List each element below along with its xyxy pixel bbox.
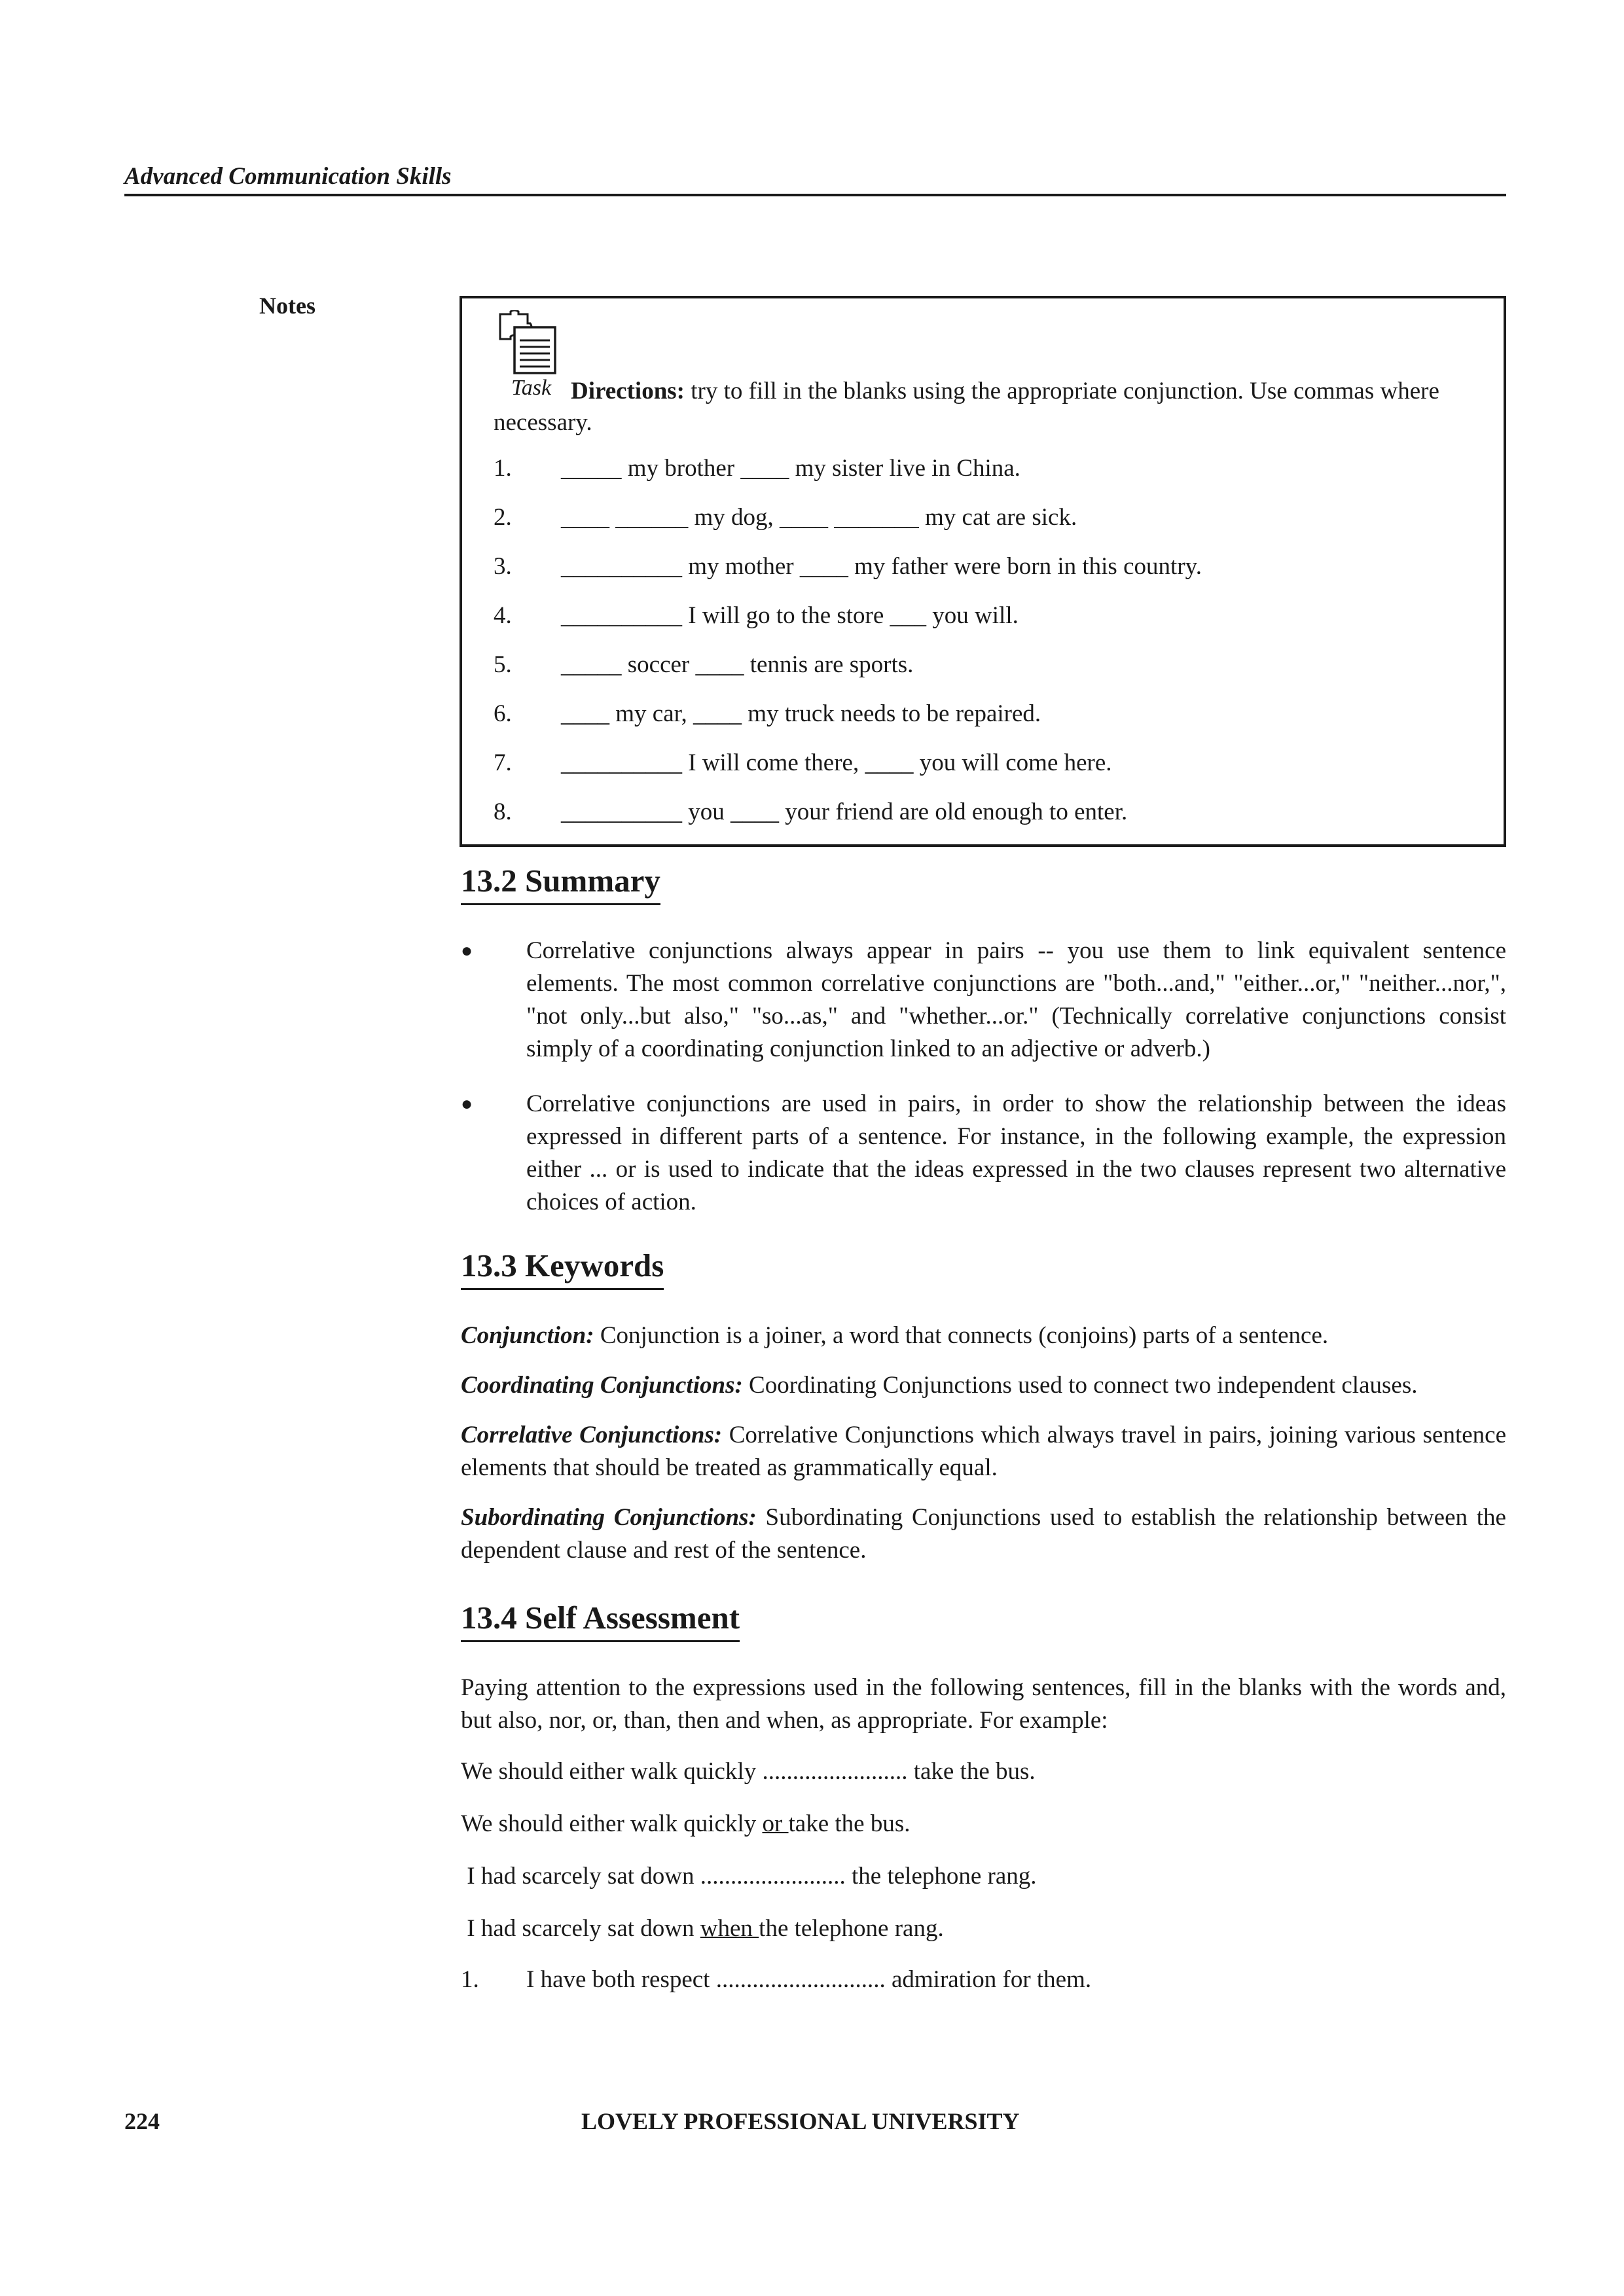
item-text: __________ you ____ your friend are old enough to enter. bbox=[561, 798, 1128, 825]
keyword-term: Conjunction: bbox=[461, 1322, 594, 1349]
keywords-heading: 13.3 Keywords bbox=[461, 1247, 664, 1290]
item-text: __________ I will come there, ____ you will come here. bbox=[561, 749, 1112, 776]
question-number: 1. bbox=[461, 1966, 479, 1993]
example-answer-word: when bbox=[700, 1915, 759, 1942]
item-text: _____ soccer ____ tennis are sports. bbox=[561, 651, 914, 678]
keyword-term: Correlative Conjunctions: bbox=[461, 1422, 723, 1448]
example-question: We should either walk quickly ........................ take the bus. bbox=[461, 1758, 1036, 1785]
item-number: 5. bbox=[494, 651, 512, 678]
question-text: I have both respect ............................ admiration for them. bbox=[526, 1966, 1092, 1993]
summary-bullet bbox=[461, 935, 1506, 1066]
item-number: 4. bbox=[494, 602, 512, 629]
keyword-entry bbox=[461, 1369, 1506, 1402]
item-number: 7. bbox=[494, 749, 512, 776]
keyword-term: Subordinating Conjunctions: bbox=[461, 1504, 757, 1531]
summary-bullet bbox=[461, 1088, 1506, 1219]
self-assessment-heading: 13.4 Self Assessment bbox=[461, 1600, 740, 1642]
item-number: 3. bbox=[494, 553, 512, 580]
running-header-title: Advanced Communication Skills bbox=[124, 163, 452, 190]
keyword-definition: Coordinating Conjunctions used to connect two independent clauses. bbox=[742, 1372, 1418, 1399]
item-number: 6. bbox=[494, 700, 512, 727]
task-puzzle-document-icon bbox=[496, 310, 562, 376]
example-answer-before: We should either walk quickly bbox=[461, 1810, 763, 1837]
bullet-text: Correlative conjunctions always appear in pairs -- you use them to link equivalent sentence elements. The most common correlative conjunctions are "both...and," "either...or," "neither...nor,", "not only...but also," "so...as," and "whether...or." (Technically correlative conjunctions consist simply of a coordinating conjunction linked to an adjective or adverb.) bbox=[526, 937, 1506, 1062]
bullet-dot: ● bbox=[461, 1093, 473, 1115]
task-item bbox=[494, 600, 1475, 649]
item-text: ____ my car, ____ my truck needs to be repaired. bbox=[561, 700, 1041, 727]
notes-margin-label: Notes bbox=[259, 293, 316, 319]
task-label: Task bbox=[511, 376, 552, 400]
task-item bbox=[494, 698, 1475, 747]
summary-heading: 13.2 Summary bbox=[461, 863, 660, 905]
example-answer-after: the telephone rang. bbox=[759, 1915, 944, 1942]
item-number: 1. bbox=[494, 455, 512, 482]
keyword-term: Coordinating Conjunctions: bbox=[461, 1372, 743, 1399]
example-question: I had scarcely sat down ........................ the telephone rang. bbox=[461, 1863, 1037, 1890]
task-exercise-list bbox=[494, 453, 1475, 846]
example-answer-after: take the bus. bbox=[788, 1810, 911, 1837]
directions-text: try to fill in the blanks using the appropriate conjunction. Use commas where necessary. bbox=[494, 378, 1439, 436]
keyword-entry bbox=[461, 1419, 1506, 1484]
task-box bbox=[460, 296, 1506, 847]
item-number: 2. bbox=[494, 504, 512, 531]
keyword-definition: Conjunction is a joiner, a word that connects (conjoins) parts of a sentence. bbox=[594, 1322, 1329, 1349]
task-directions bbox=[494, 376, 1475, 439]
example-answer bbox=[461, 1912, 944, 1945]
example-answer-before: I had scarcely sat down bbox=[461, 1915, 700, 1942]
item-text: _____ my brother ____ my sister live in China. bbox=[561, 455, 1020, 482]
item-text: ____ ______ my dog, ____ _______ my cat are sick. bbox=[561, 504, 1077, 531]
bullet-dot: ● bbox=[461, 940, 473, 961]
item-text: __________ my mother ____ my father were born in this country. bbox=[561, 553, 1202, 580]
keyword-entry bbox=[461, 1319, 1506, 1352]
keyword-definition: Subordinating Conjunctions used to establish the relationship between the dependent clause and rest of the sentence. bbox=[461, 1504, 1506, 1564]
task-item bbox=[494, 502, 1475, 551]
example-answer-word: or bbox=[762, 1810, 789, 1837]
footer-university: LOVELY PROFESSIONAL UNIVERSITY bbox=[581, 2108, 1020, 2134]
header-rule bbox=[124, 194, 1506, 196]
item-number: 8. bbox=[494, 798, 512, 825]
keyword-entry bbox=[461, 1501, 1506, 1567]
task-item bbox=[494, 453, 1475, 502]
task-item bbox=[494, 797, 1475, 846]
keyword-definition: Correlative Conjunctions which always travel in pairs, joining various sentence elements that should be treated as grammatically equal. bbox=[461, 1422, 1506, 1481]
example-answer bbox=[461, 1808, 911, 1840]
task-item bbox=[494, 649, 1475, 698]
item-text: __________ I will go to the store ___ you will. bbox=[561, 602, 1019, 629]
task-item bbox=[494, 747, 1475, 797]
task-item bbox=[494, 551, 1475, 600]
bullet-text: Correlative conjunctions are used in pairs, in order to show the relationship between the ideas expressed in different parts of a sentence. For instance, in the following example, the expression either ... or is used to indicate that the ideas expressed in the two clauses represent two alternative choices of action. bbox=[526, 1090, 1506, 1215]
directions-label: Directions: bbox=[571, 378, 685, 404]
self-assessment-intro: Paying attention to the expressions used in the following sentences, fill in the blanks with the words and, but also, nor, or, than, then and when, as appropriate. For example: bbox=[461, 1674, 1506, 1734]
page-number: 224 bbox=[124, 2108, 160, 2134]
